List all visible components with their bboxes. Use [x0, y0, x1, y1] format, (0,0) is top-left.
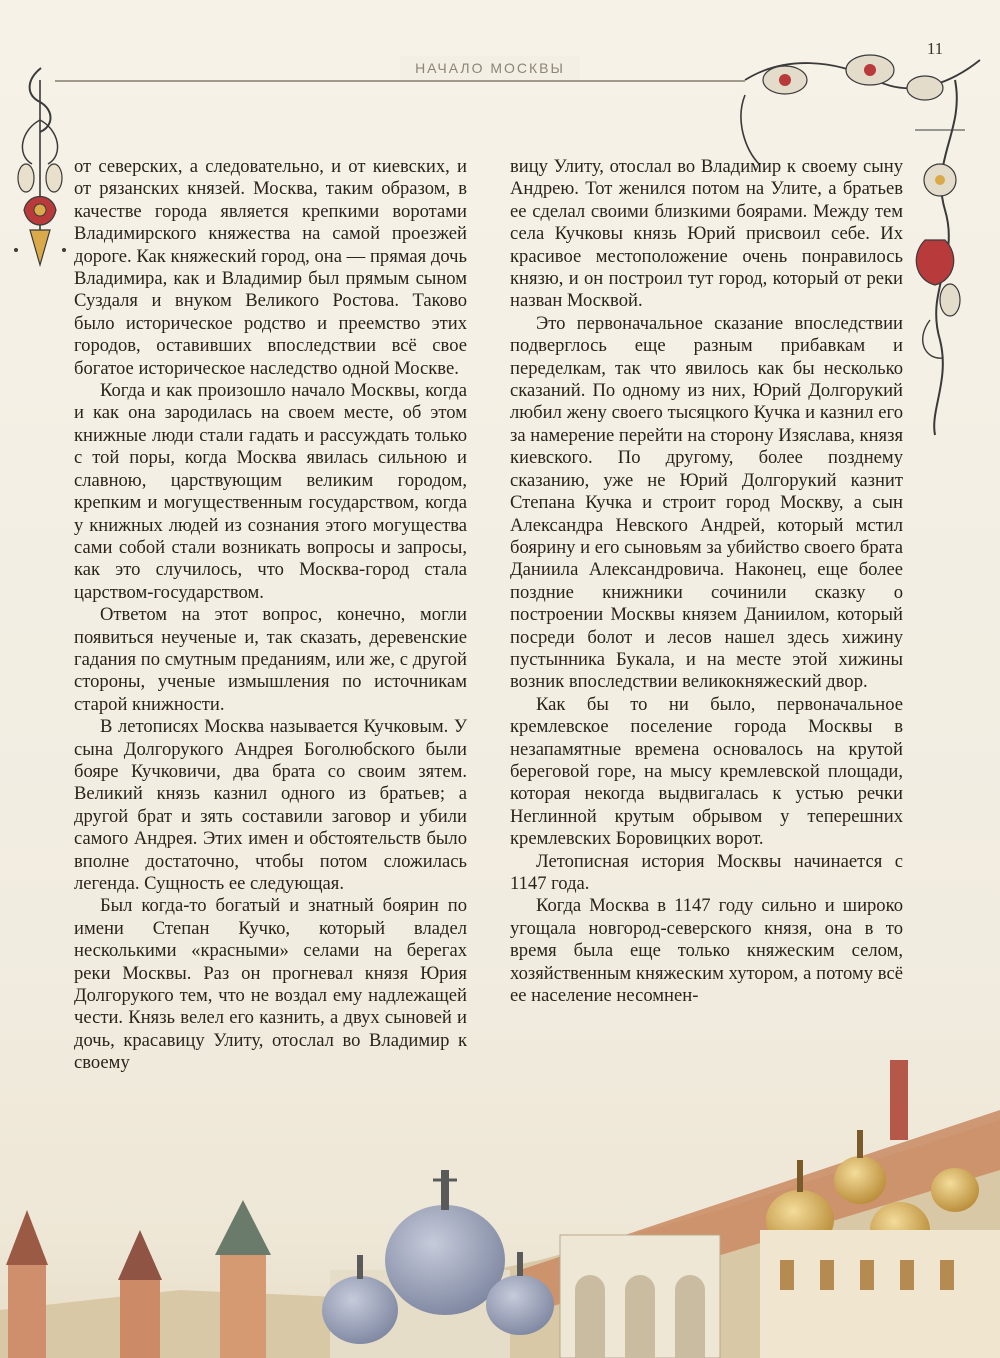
paragraph: от северских, а следовательно, и от киевских, и от рязанских князей. Москва, таким образом, в качестве города является крепкими воротами Владимирского княжества на самой проезжей дороге. Как княжеский город, она — прямая дочь Владимира, как и Владимир был прямым сыном Суздаля и внуком Великого Ростова. Таково было историческое родство и преемство этих городов, оставивших впоследствии всё свое богатое историческое наследство одной Москве.: [74, 156, 467, 379]
running-header-title: НАЧАЛО МОСКВЫ: [400, 56, 580, 80]
paragraph: вицу Улиту, отослал во Владимир к своему сыну Андрею. Тот женился потом на Улите, а братьев ее сделал своими близкими боярами. Между тем села Кучковы князь Юрий присвоил себе. Их красивое местоположение очень понравилось князю, и он построил тут город, который от реки назван Москвой.: [510, 156, 903, 312]
header-rule: [55, 80, 745, 82]
kremlin-panorama-illustration: [0, 1060, 1000, 1358]
text-column-right: [510, 156, 903, 1007]
paragraph: Летописная история Москвы начинается с 1147 года.: [510, 850, 903, 894]
paragraph: Это первоначальное сказание впоследствии подверглось еще разным прибавкам и переделкам, так что явилось как бы несколько сказаний. По одному из них, Юрий Долгорукий любил жену своего тысяцкого Кучка и казнил его за намерение перейти на сторону Изяслава, князя киевского. По другому, более позднему сказанию, уже не Юрий Долгорукий казнит Степана Кучка и строит город Москву, а сын Александра Невского Андрей, который мстил боярину и его сыновьям за убийство своего брата Даниила Александровича. Наконец, еще более поздние книжники сочинили сказку о построении Москвы князем Даниилом, который посреди болот и лесов нашел здесь хижину пустынника Букала, и на месте этой хижины возник впоследствии великокняжеский двор.: [510, 312, 903, 693]
paragraph: Когда и как произошло начало Москвы, когда и как она зародилась на своем месте, об этом книжные люди стали гадать и рассуждать только с той поры, когда Москва явилась сильною и славною, царствующим великим городом, крепким и могущественным государством, когда у книжных людей из сознания этого могущества сами собой стали возникать вопросы и запросы, как это случилось, что Москва-город стала царством-государством.: [74, 380, 467, 603]
text-column-left: [74, 156, 467, 1075]
paragraph: Когда Москва в 1147 году сильно и широко угощала новгород-северского князя, она в то время была еще только княжеским селом, хозяйственным княжеским хутором, а потому всё ее население несомнен-: [510, 895, 903, 1007]
paragraph: В летописях Москва называется Кучковым. У сына Долгорукого Андрея Боголюбского были бояре Кучковичи, два брата со своим зятем. Великий князь казнил одного из братьев; а другой брат и зять составили заговор и убили самого Андрея. Этих имен и обстоятельств было вполне достаточно, чтобы потом сложилась легенда. Сущность ее следующая.: [74, 716, 467, 894]
page-number: 11: [926, 39, 944, 58]
floral-border-left-icon: [6, 60, 76, 280]
paragraph: Ответом на этот вопрос, конечно, могли появиться неученые и, так сказать, деревенские гадания по смутным преданиям, или же, с другой стороны, ученые измышления по источникам старой книжности.: [74, 604, 467, 715]
paragraph: Был когда-то богатый и знатный боярин по имени Степан Кучко, который владел несколькими «красными» селами на берегах реки Москвы. Раз он прогневал князя Юрия Долгорукого тем, что не воздал ему надлежащей чести. Князь велел его казнить, а двух сыновей и дочь, красавицу Улиту, отослал во Владимир к своему: [74, 895, 467, 1074]
paragraph: Как бы то ни было, первоначальное кремлевское поселение города Москвы в незапамятные времена основалось на крутой береговой горе, на мысу кремлевской площади, которая некогда выдвигалась к устью речки Неглинной крутым обрывом у теперешних кремлевских Боровицких ворот.: [510, 693, 903, 850]
